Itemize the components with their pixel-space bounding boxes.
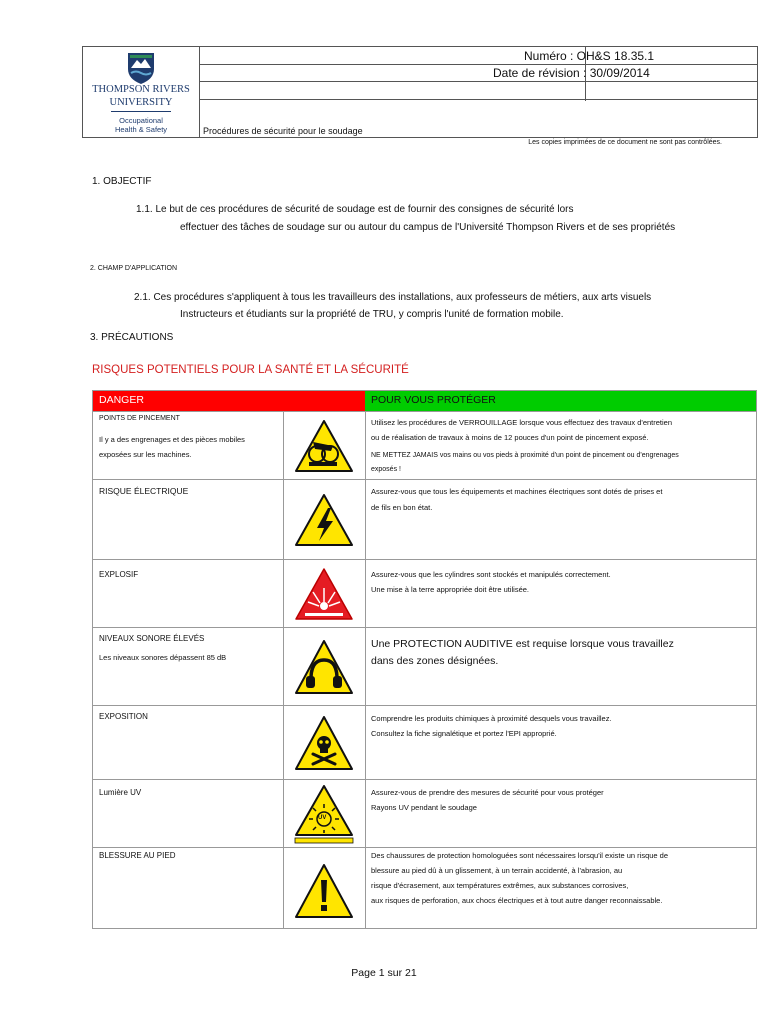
protect-text: Consultez la fiche signalétique et portez l'EPI approprié. [371,729,557,738]
hazard-detail: Il y a des engrenages et des pièces mobiles [99,435,245,444]
hazard-label: RISQUE ÉLECTRIQUE [99,486,189,496]
hazard-label: POINTS DE PINCEMENT [99,415,180,422]
protect-text: Assurez-vous que tous les équipements et machines électriques sont dotés de prises et [371,487,663,496]
icon-cell [283,780,366,848]
danger-cell [93,848,284,929]
table-header-row [93,390,756,411]
danger-cell [93,780,284,848]
protect-text: dans des zones désignées. [371,655,499,667]
hazard-label: EXPLOSIF [99,570,139,579]
protect-text: NE METTEZ JAMAIS vos mains ou vos pieds à proximité d'un point de pincement ou d'engrenages [371,452,679,459]
section1-line2: effectuer des tâches de soudage sur ou autour du campus de l'Université Thompson Rivers et de ses propriétés [180,222,676,233]
explosive-icon [293,566,355,622]
protect-text: de fils en bon état. [371,503,433,512]
logo-name-line2: UNIVERSITY [109,97,173,108]
protect-text: Utilisez les procédures de VERROUILLAGE lorsque vous effectuez des travaux d'entretien [371,418,673,427]
table-row [93,411,756,480]
danger-cell [93,480,284,560]
danger-header [93,391,366,411]
tru-crest-icon [126,51,156,85]
hazard-detail: exposées sur les machines. [99,450,192,459]
table-row [93,479,756,560]
section2-line2: Instructeurs et étudiants sur la propriété de TRU, y compris l'unité de formation mobile. [180,309,564,320]
hazard-label: BLESSURE AU PIED [99,851,176,860]
protect-cell [365,780,756,848]
protect-cell [365,480,756,560]
icon-cell [283,560,366,628]
protect-cell [365,560,756,628]
uv-mark-label: UV [318,815,327,821]
logo-sub-line2: Health & Safety [114,125,168,134]
table-row [93,847,756,929]
table-row [93,559,756,628]
icon-cell [283,706,366,780]
protect-text: ou de réalisation de travaux à moins de 12 pouces d'un point de pincement exposé. [371,433,649,442]
table-row [93,779,756,848]
document-header [82,46,758,138]
protect-header [365,391,756,411]
page-number: Page 1 sur 21 [351,967,417,979]
icon-cell [283,848,366,929]
electric-icon [293,492,355,548]
header-line [199,81,757,82]
protect-text: risque d'écrasement, aux températures extrêmes, aux substances corrosives, [371,881,629,890]
protect-cell [365,706,756,780]
hazard-label: NIVEAUX SONORE ÉLEVÉS [99,634,205,643]
logo-sub-line1: Occupational [119,116,163,125]
protect-text: Comprendre les produits chimiques à proximité desquels vous travaillez. [371,714,612,723]
section3-heading: 3. PRÉCAUTIONS [90,332,174,343]
protect-text: Une PROTECTION AUDITIVE est requise lorsque vous travaillez [371,638,674,650]
danger-cell [93,706,284,780]
pinch-point-icon [293,418,355,474]
protect-cell [365,848,756,929]
protect-text: Une mise à la terre appropriée doit être utilisée. [371,585,529,594]
danger-cell [93,628,284,706]
table-row [93,627,756,706]
toxic-icon [293,714,355,772]
protect-text: aux risques de perforation, aux chocs électriques et à tout autre danger reconnaissable. [371,896,663,905]
protect-cell [365,628,756,706]
icon-cell [283,480,366,560]
icon-cell [283,628,366,706]
copy-note: Les copies imprimées de ce document ne sont pas contrôlées. [528,139,722,146]
table-row [93,705,756,780]
icon-cell [283,412,366,480]
protect-cell [365,412,756,480]
risks-title: RISQUES POTENTIELS POUR LA SANTÉ ET LA SÉCURITÉ [92,364,409,376]
hazard-label: Lumière UV [99,788,142,797]
protect-header-label: POUR VOUS PROTÉGER [371,394,496,406]
warning-icon [293,862,355,920]
section2-heading: 2. CHAMP D'APPLICATION [90,265,178,272]
protect-text: Assurez-vous que les cylindres sont stockés et manipulés correctement. [371,570,611,579]
hazard-label: EXPOSITION [99,712,148,721]
protect-text: Rayons UV pendant le soudage [371,803,477,812]
protect-text: exposés ! [371,466,401,473]
section1-heading: 1. OBJECTIF [92,176,152,187]
danger-header-label: DANGER [99,394,144,406]
section2-line1: 2.1. Ces procédures s'appliquent à tous les travailleurs des installations, aux professeurs de métiers, aux arts visuels [134,292,652,303]
doc-title: Procédures de sécurité pour le soudage [203,126,363,136]
hazard-detail: Les niveaux sonores dépassent 85 dB [99,653,227,662]
danger-cell [93,412,284,480]
protect-text: Assurez-vous de prendre des mesures de sécurité pour vous protéger [371,788,604,797]
header-line [199,99,757,100]
danger-cell [93,560,284,628]
hearing-icon [293,638,355,696]
section1-line1: 1.1. Le but de ces procédures de sécurité de soudage est de fournir des consignes de sécurité lors [136,204,574,215]
hazard-table [92,390,757,929]
protect-text: Des chaussures de protection homologuées sont nécessaires lorsqu'il existe un risque de [371,851,669,860]
doc-number: Numéro : OH&S 18.35.1 [524,49,655,63]
protect-text: blessure au pied dû à un glissement, à un terrain accidenté, à l'abrasion, au [371,866,623,875]
header-line [199,64,757,65]
uv-icon [293,783,355,845]
logo-name-line1: THOMPSON RIVERS [92,84,190,95]
logo-divider [111,111,171,112]
logo-block [83,47,200,137]
revision-date: Date de révision : 30/09/2014 [493,66,650,80]
